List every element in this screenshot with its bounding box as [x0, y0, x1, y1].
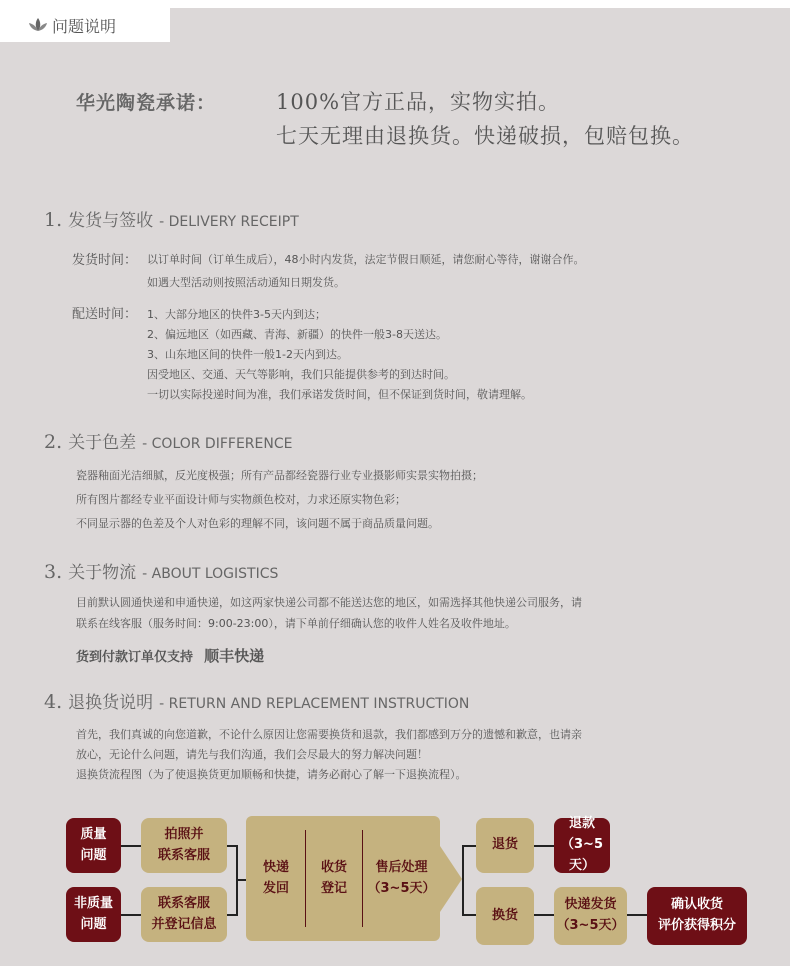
- ship-time-label: 发货时间：: [72, 253, 138, 268]
- top-bar: [0, 0, 790, 8]
- promise-line-1: 100%官方正品，实物实拍。: [276, 90, 561, 114]
- box-text: 问题: [80, 847, 107, 863]
- connector: [534, 845, 554, 847]
- connector: [462, 914, 476, 916]
- ship-time-line: 以订单时间（订单生成后），48小时内发货，法定节假日顺延，请您耐心等待，谢谢合作。: [147, 253, 585, 266]
- cod-carrier: 顺丰快递: [204, 647, 265, 665]
- receive-register-cell: [306, 816, 362, 941]
- connector: [121, 914, 141, 916]
- box-text: 问题: [80, 916, 107, 932]
- box-text: 确认收货: [670, 897, 723, 913]
- box-text: 评价获得积分: [657, 918, 736, 933]
- cod-note: [76, 645, 264, 666]
- box-text: 非质量: [73, 895, 113, 911]
- connector: [236, 879, 246, 881]
- box-text: （3~5天）: [367, 880, 436, 896]
- contact-register-box: [141, 887, 227, 942]
- section-number: 4.: [44, 691, 63, 713]
- connector: [121, 845, 141, 847]
- section-number: 3.: [44, 561, 63, 583]
- process-panel: [246, 816, 440, 941]
- box-text: （3~5天）: [561, 837, 603, 873]
- section-tab: [0, 8, 170, 42]
- refund-box: [554, 818, 610, 873]
- box-text: 发回: [262, 880, 289, 896]
- box-text: 快递发货: [564, 897, 617, 913]
- delivery-time-label: 配送时间：: [72, 307, 138, 322]
- delivery-time-line: 一切以实际投递时间为准，我们承诺发货时间，但不保证到货时间，敬请理解。: [147, 388, 532, 401]
- section-2-heading: [44, 428, 292, 453]
- photo-contact-box: [141, 818, 227, 873]
- quality-issue-box: [66, 818, 121, 873]
- box-text: 换货: [491, 907, 518, 923]
- promise-line-2: 七天无理由退换货。快递破损，包赔包换。: [276, 124, 694, 148]
- connector: [534, 914, 554, 916]
- return-text-line: 首先，我们真诚的向您道歉，不论什么原因让您需要换货和退款，我们都感到万分的遗憾和歉意，也请亲: [76, 728, 582, 741]
- confirm-receipt-box: [647, 887, 747, 945]
- tab-label: 问题说明: [52, 16, 117, 36]
- section-title-en: - COLOR DIFFERENCE: [142, 436, 293, 452]
- arrow-right-icon: [440, 846, 462, 912]
- exchange-goods-box: [476, 887, 534, 945]
- color-text-line: 瓷器釉面光洁细腻，反光度极强；所有产品都经瓷器行业专业摄影师实景实物拍摄；: [76, 469, 483, 482]
- cod-note-text: 货到付款订单仅支持: [76, 650, 194, 665]
- section-title-cn: 关于色差: [68, 433, 137, 453]
- delivery-time-line: 2、偏远地区（如西藏、青海、新疆）的快件一般3-8天送达。: [147, 328, 447, 341]
- color-text-line: 不同显示器的色差及个人对色彩的理解不同，该问题不属于商品质量问题。: [76, 517, 439, 530]
- return-goods-box: [476, 818, 534, 873]
- ship-time-line: 如遇大型活动则按照活动通知日期发货。: [147, 276, 345, 289]
- box-text: 退款: [568, 816, 595, 832]
- section-number: 1.: [44, 209, 63, 231]
- section-1-heading: [44, 206, 299, 231]
- after-sales-cell: [363, 816, 440, 941]
- connector: [627, 914, 647, 916]
- section-title-cn: 关于物流: [68, 563, 137, 583]
- box-text: 退货: [491, 837, 518, 853]
- color-text-line: 所有图片都经专业平面设计师与实物颜色校对，力求还原实物色彩；: [76, 493, 406, 506]
- section-title-en: - RETURN AND REPLACEMENT INSTRUCTION: [159, 696, 470, 712]
- section-3-heading: [44, 558, 278, 583]
- box-text: 快递: [262, 859, 289, 875]
- section-title-en: - DELIVERY RECEIPT: [159, 214, 299, 230]
- delivery-time-line: 1、大部分地区的快件3-5天内到达；: [147, 308, 326, 321]
- non-quality-issue-box: [66, 887, 121, 942]
- logistics-text-line: 目前默认圆通快递和申通快递，如这两家快递公司都不能送达您的地区，如需选择其他快递公司服务，请: [76, 596, 582, 609]
- section-number: 2.: [44, 431, 63, 453]
- box-text: 拍照并: [164, 826, 204, 842]
- promise-label: 华光陶瓷承诺：: [76, 92, 217, 114]
- delivery-time-line: 因受地区、交通、天气等影响，我们只能提供参考的到达时间。: [147, 368, 455, 381]
- return-text-line: 放心，无论什么问题，请先与我们沟通，我们会尽最大的努力解决问题！: [76, 748, 428, 761]
- connector: [462, 845, 464, 916]
- box-text: 售后处理: [375, 859, 428, 875]
- box-text: 联系客服: [157, 847, 210, 863]
- section-4-heading: [44, 688, 469, 713]
- box-text: （3~5天）: [556, 918, 625, 933]
- lotus-icon: [28, 17, 48, 33]
- delivery-time-line: 3、山东地区间的快件一般1-2天内到达。: [147, 348, 348, 361]
- return-text-line: 退换货流程图（为了使退换货更加顺畅和快捷，请务必耐心了解一下退换流程）。: [76, 768, 467, 781]
- box-text: 质量: [80, 826, 107, 842]
- express-return-cell: [246, 816, 306, 941]
- express-ship-box: [554, 887, 627, 945]
- section-title-en: - ABOUT LOGISTICS: [142, 566, 279, 582]
- box-text: 登记: [320, 880, 347, 896]
- section-title-cn: 发货与签收: [68, 211, 154, 231]
- box-text: 收货: [320, 859, 347, 875]
- connector: [462, 845, 476, 847]
- box-text: 联系客服: [157, 895, 210, 911]
- section-title-cn: 退换货说明: [68, 693, 154, 713]
- box-text: 并登记信息: [151, 916, 217, 932]
- logistics-text-line: 联系在线客服（服务时间：9:00-23:00），请下单前仔细确认您的收件人姓名及收件地址。: [76, 617, 516, 630]
